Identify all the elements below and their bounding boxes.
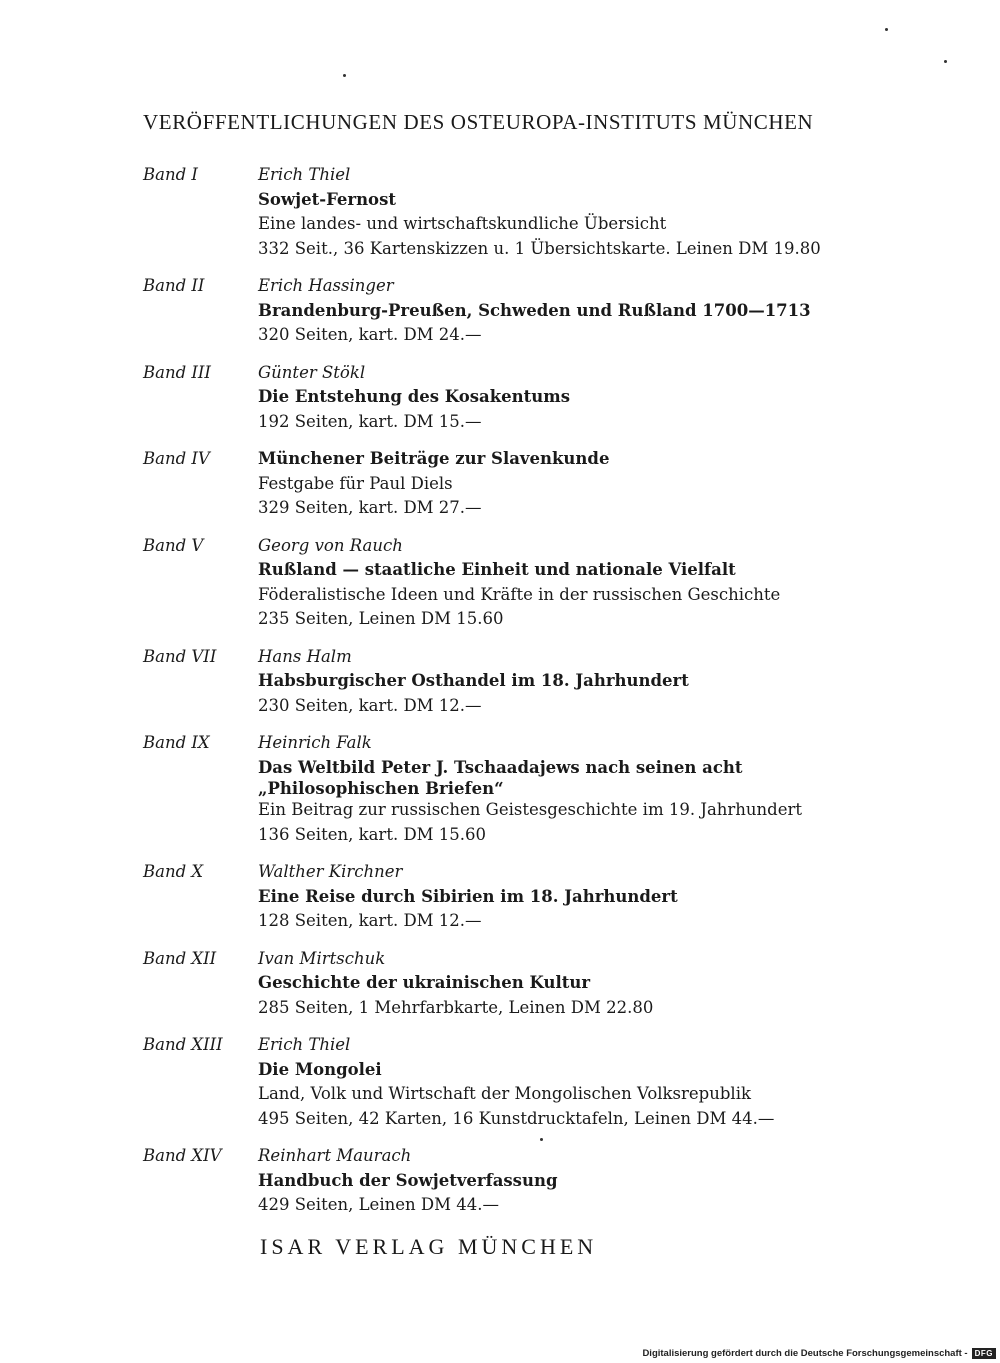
author-name: Günter Stökl — [258, 362, 366, 382]
book-title: Eine Reise durch Sibirien im 18. Jahrhundert — [258, 886, 678, 906]
band-label: Band VII — [143, 646, 217, 666]
publication-entry — [143, 447, 863, 521]
publication-entry — [143, 947, 863, 1021]
publication-entry — [143, 1144, 863, 1218]
entry-details — [258, 534, 863, 632]
author-name: Hans Halm — [258, 646, 352, 666]
book-description: 332 Seit., 36 Kartenskizzen u. 1 Übersichtskarte. Leinen DM 19.80 — [258, 238, 821, 258]
author-name: Walther Kirchner — [258, 862, 403, 881]
author-name: Heinrich Falk — [258, 733, 372, 752]
book-description: 230 Seiten, kart. DM 12.— — [258, 695, 482, 715]
book-title: Sowjet-Fernost — [258, 189, 396, 209]
publication-entry — [143, 163, 863, 261]
book-title: Die Entstehung des Kosakentums — [258, 387, 571, 406]
book-description: 128 Seiten, kart. DM 12.— — [258, 911, 482, 930]
band-label: Band XII — [143, 948, 217, 968]
book-title: Das Weltbild Peter J. Tschaadajews nach seinen acht — [258, 757, 743, 777]
book-title: Münchener Beiträge zur Slavenkunde — [258, 449, 610, 468]
author-name: Reinhart Maurach — [258, 1146, 412, 1165]
book-title: Brandenburg-Preußen, Schweden und Rußland 1700—1713 — [258, 300, 811, 320]
book-title: Habsburgischer Osthandel im 18. Jahrhundert — [258, 671, 689, 690]
publication-entry — [143, 1033, 863, 1131]
entry-details — [258, 1033, 863, 1131]
footer-text: Digitalisierung gefördert durch die Deutsche Forschungsgemeinschaft - — [642, 1348, 968, 1359]
scan-speck — [343, 74, 346, 77]
band-label: Band III — [143, 362, 211, 382]
book-description: Föderalistische Ideen und Kräfte in der russischen Geschichte — [258, 584, 781, 604]
scan-speck — [885, 28, 888, 31]
book-title: Handbuch der Sowjetverfassung — [258, 1170, 558, 1190]
band-label: Band XIII — [143, 1035, 223, 1054]
band-label: Band V — [143, 535, 204, 555]
entry-details — [258, 447, 863, 521]
band-label: Band II — [143, 276, 205, 295]
publication-entry — [143, 361, 863, 435]
book-description: 495 Seiten, 42 Karten, 16 Kunstdrucktafeln, Leinen DM 44.— — [258, 1108, 775, 1128]
publisher-name: ISAR VERLAG MÜNCHEN — [260, 1234, 598, 1259]
book-description: Ein Beitrag zur russischen Geistesgeschichte im 19. Jahrhundert — [258, 800, 803, 819]
entry-details — [258, 860, 863, 934]
book-description: Eine landes- und wirtschaftskundliche Übersicht — [258, 214, 667, 233]
publication-entry — [143, 274, 863, 348]
book-description: 235 Seiten, Leinen DM 15.60 — [258, 609, 504, 628]
book-title: „Philosophischen Briefen“ — [258, 779, 504, 798]
page-heading: VERÖFFENTLICHUNGEN DES OSTEUROPA-INSTITUTS MÜNCHEN — [143, 110, 814, 134]
publication-entry — [143, 645, 863, 719]
entry-details — [258, 731, 863, 847]
band-label: Band XIV — [143, 1146, 222, 1165]
author-name: Ivan Mirtschuk — [258, 948, 386, 968]
author-name: Erich Thiel — [258, 165, 351, 184]
book-title: Die Mongolei — [258, 1059, 382, 1079]
entry-details — [258, 645, 863, 719]
entry-details — [258, 947, 863, 1021]
publication-list — [143, 163, 863, 1231]
book-description: Land, Volk und Wirtschaft der Mongolischen Volksrepublik — [258, 1084, 751, 1103]
scan-speck — [944, 60, 947, 63]
book-description: Festgabe für Paul Diels — [258, 473, 453, 493]
book-title: Geschichte der ukrainischen Kultur — [258, 973, 591, 992]
band-label: Band IX — [143, 733, 210, 752]
scan-speck — [540, 1138, 543, 1141]
band-label: Band I — [143, 165, 198, 184]
digitization-footer — [642, 1348, 996, 1359]
publication-entry — [143, 731, 863, 847]
entry-details — [258, 163, 863, 261]
band-label: Band X — [143, 862, 204, 881]
author-name: Erich Hassinger — [258, 276, 394, 295]
book-description: 320 Seiten, kart. DM 24.— — [258, 325, 482, 344]
publication-entry — [143, 534, 863, 632]
book-description: 329 Seiten, kart. DM 27.— — [258, 498, 482, 517]
author-name: Erich Thiel — [258, 1035, 351, 1054]
entry-details — [258, 274, 863, 348]
book-description: 429 Seiten, Leinen DM 44.— — [258, 1195, 499, 1214]
entry-details — [258, 1144, 863, 1218]
book-description: 285 Seiten, 1 Mehrfarbkarte, Leinen DM 22.80 — [258, 997, 654, 1017]
book-title: Rußland — staatliche Einheit und nationale Vielfalt — [258, 560, 736, 579]
dfg-logo-icon: DFG — [972, 1348, 996, 1359]
author-name: Georg von Rauch — [258, 535, 403, 555]
book-description: 192 Seiten, kart. DM 15.— — [258, 411, 482, 431]
book-description: 136 Seiten, kart. DM 15.60 — [258, 824, 487, 844]
publication-entry — [143, 860, 863, 934]
entry-details — [258, 361, 863, 435]
band-label: Band IV — [143, 449, 210, 468]
